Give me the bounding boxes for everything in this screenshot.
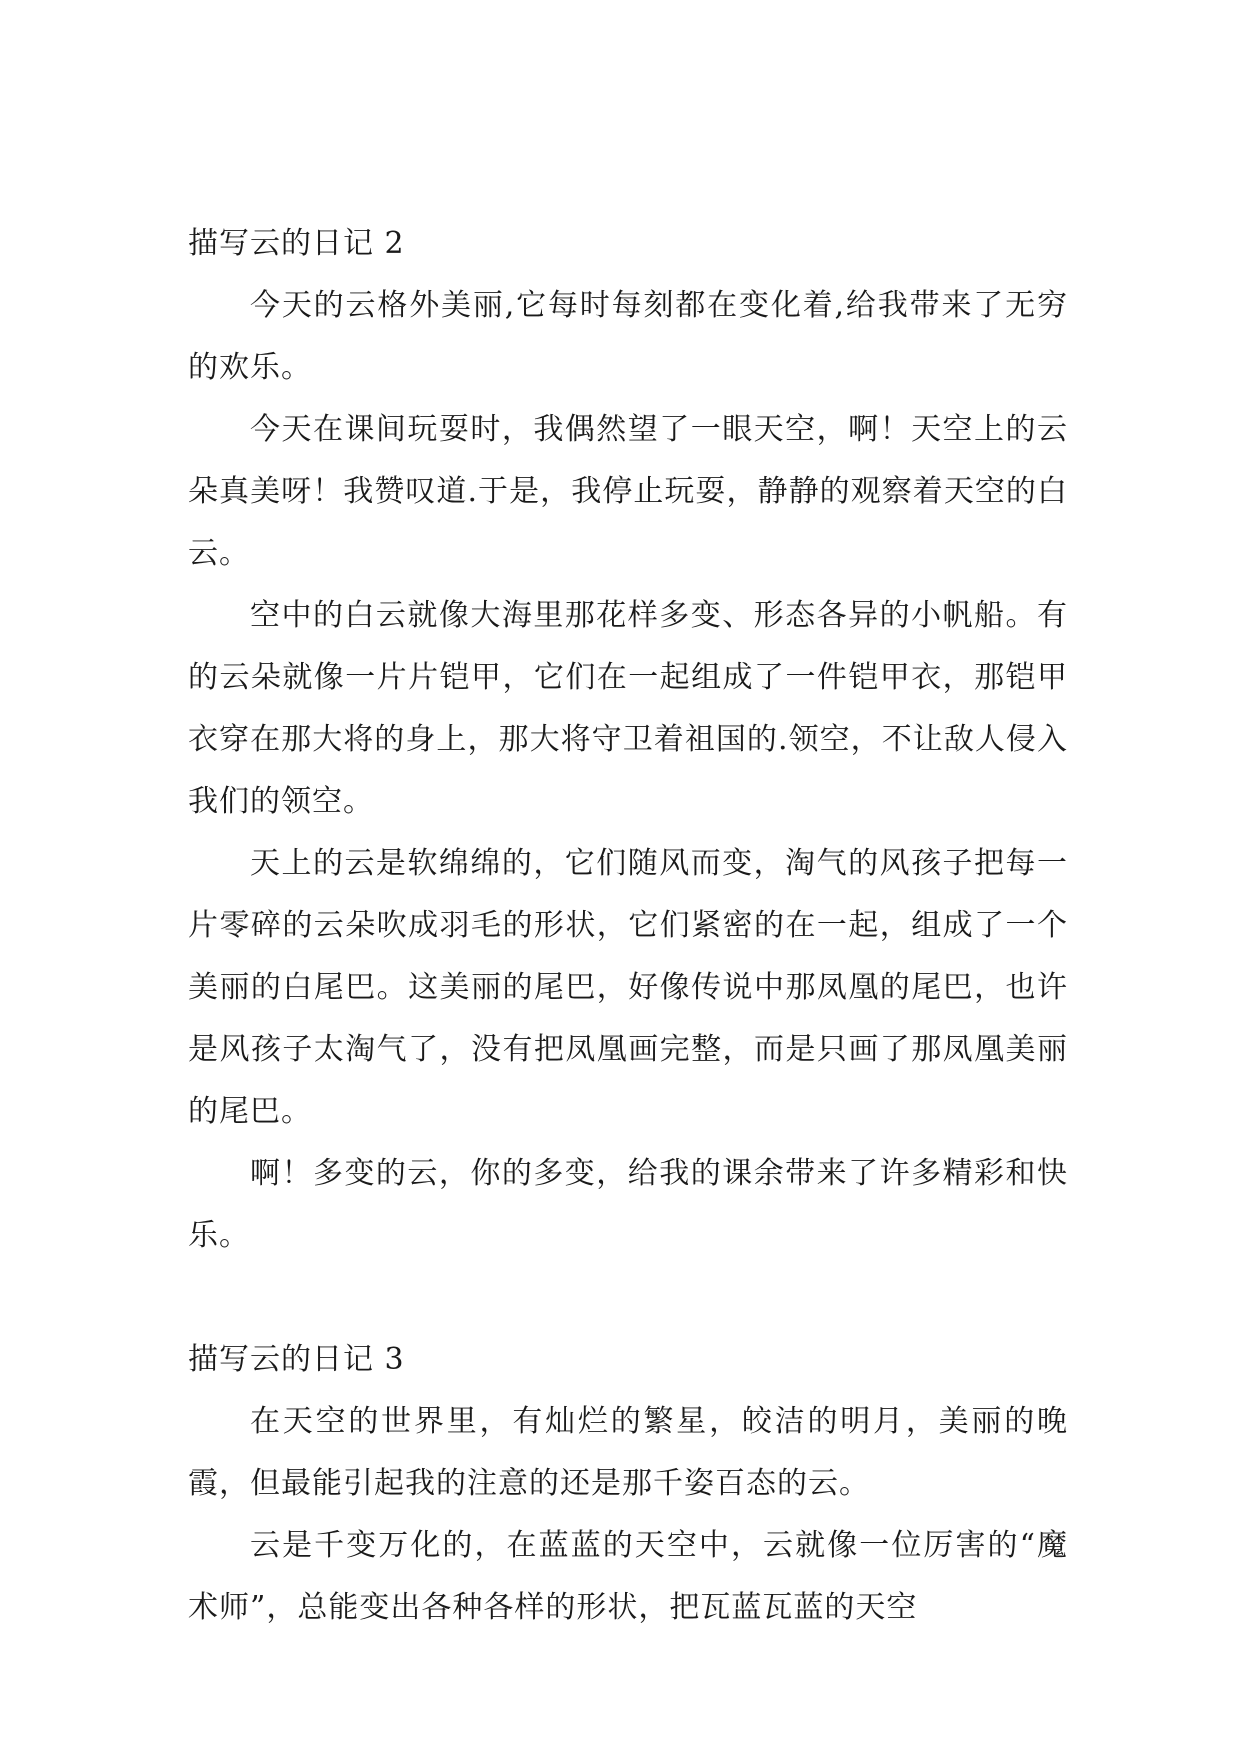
paragraph: 在天空的世界里，有灿烂的繁星，皎洁的明月，美丽的晚霞，但最能引起我的注意的还是那千姿百态的云。 [188,1404,1068,1501]
document-body [188,213,1068,1639]
paragraph: 空中的白云就像大海里那花样多变、形态各异的小帆船。有的云朵就像一片片铠甲，它们在一起组成了一件铠甲衣，那铠甲衣穿在那大将的身上，那大将守卫着祖国的.领空，不让敌人侵入我们的领空。 [188,598,1068,819]
paragraph: 啊！多变的云，你的多变，给我的课余带来了许多精彩和快乐。 [188,1156,1068,1253]
section-spacer [188,1267,1068,1329]
paragraph: 今天的云格外美丽,它每时每刻都在变化着,给我带来了无穷的欢乐。 [188,288,1068,385]
paragraph: 云是千变万化的，在蓝蓝的天空中，云就像一位厉害的“魔术师”，总能变出各种各样的形状，把瓦蓝瓦蓝的天空 [188,1528,1068,1625]
section-title: 描写云的日记 2 [188,226,405,261]
paragraph: 今天在课间玩耍时，我偶然望了一眼天空，啊！天空上的云朵真美呀！我赞叹道.于是，我停止玩耍，静静的观察着天空的白云。 [188,412,1068,571]
paragraph: 天上的云是软绵绵的，它们随风而变，淘气的风孩子把每一片零碎的云朵吹成羽毛的形状，它们紧密的在一起，组成了一个美丽的白尾巴。这美丽的尾巴，好像传说中那凤凰的尾巴，也许是风孩子太淘气了，没有把凤凰画完整，而是只画了那凤凰美丽的尾巴。 [188,846,1068,1129]
section-title: 描写云的日记 3 [188,1342,405,1377]
